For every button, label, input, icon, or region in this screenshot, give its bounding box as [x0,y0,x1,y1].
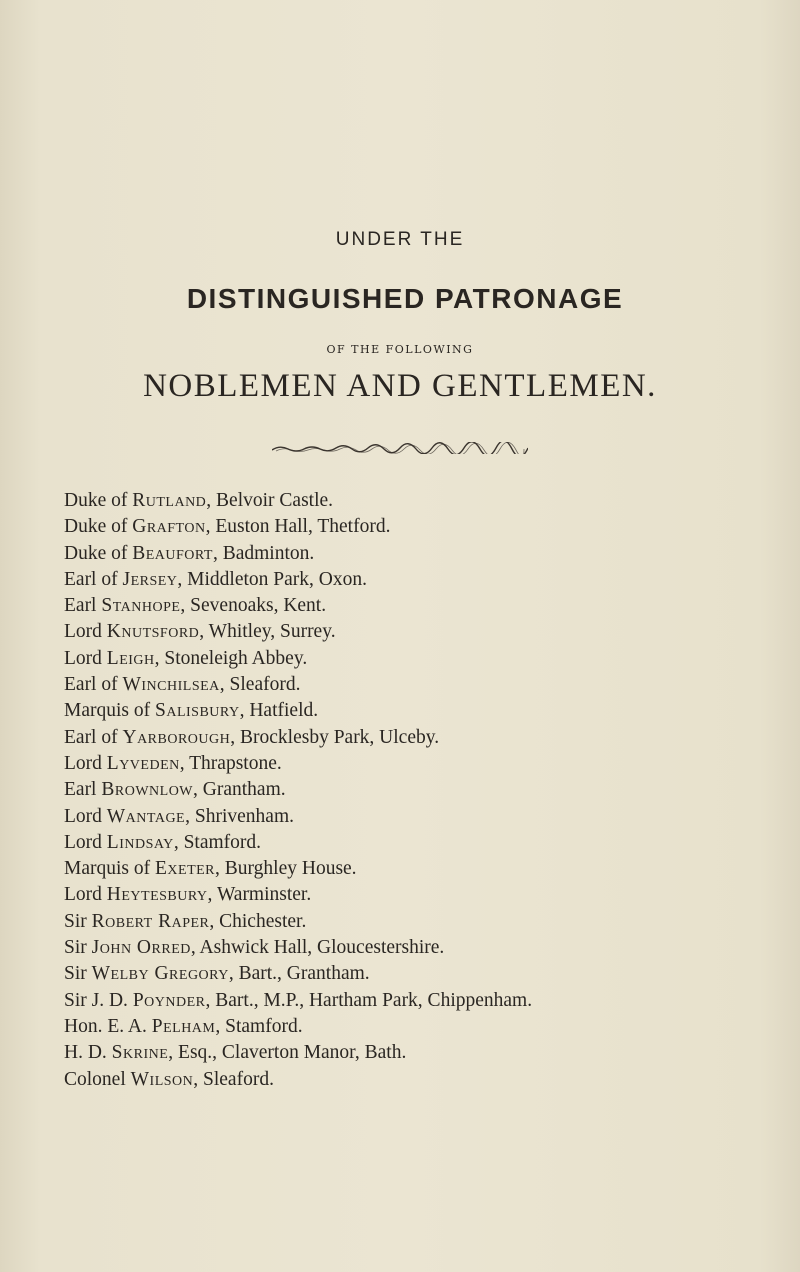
patron-name: Exeter [155,858,216,880]
patron-item [64,619,532,645]
patron-list [64,488,532,1093]
patron-item [64,777,532,803]
patron-prefix: Earl of [64,568,123,590]
patron-suffix: , Brocklesby Park, Ulceby. [230,726,440,748]
patron-suffix: , Sevenoaks, Kent. [180,595,327,617]
patron-item [64,856,532,882]
distinguished-patronage-heading: DISTINGUISHED PATRONAGE [186,283,624,314]
patron-prefix: Sir [64,937,92,959]
patron-prefix: Sir [64,963,92,985]
patron-item [64,514,532,540]
patron-name: Wilson [130,1068,194,1090]
patron-prefix: Lord [64,647,107,669]
patron-item [64,935,532,961]
patron-name: John Orred [91,937,191,959]
patron-name: Lyveden [106,752,180,774]
patron-prefix: Earl of [64,674,123,696]
patron-prefix: Hon. E. A. [64,1015,152,1037]
patron-suffix: , Shrivenham. [185,805,294,827]
under-the-heading: UNDER THE [335,229,465,250]
patron-name: Wantage [106,805,186,827]
patron-suffix: , Euston Hall, Thetford. [205,516,391,538]
patron-suffix: , Chichester. [209,910,307,932]
patron-prefix: H. D. [64,1042,112,1064]
patron-name: Knutsford [106,621,200,643]
patron-prefix: Sir J. D. [64,989,133,1011]
patron-prefix: Lord [64,752,107,774]
patron-name: Welby Gregory [91,963,229,985]
patron-suffix: , Esq., Claverton Manor, Bath. [168,1042,407,1064]
patron-prefix: Earl [64,779,102,801]
patron-item [64,882,532,908]
patron-prefix: Sir [64,910,92,932]
patron-item [64,961,532,987]
patron-item [64,988,532,1014]
patron-item [64,1067,532,1093]
patron-suffix: , Middleton Park, Oxon. [177,568,367,590]
wavy-rule-ornament [272,442,528,454]
patron-item [64,593,532,619]
patron-prefix: Marquis of [64,858,155,880]
patron-prefix: Lord [64,805,107,827]
patron-suffix: , Stamford. [215,1015,303,1037]
patron-name: Stanhope [101,595,181,617]
patron-suffix: , Stamford. [173,831,262,853]
patron-prefix: Lord [64,884,107,906]
patron-item [64,698,532,724]
patron-item [64,541,532,567]
patron-item [64,1014,532,1040]
patron-item [64,804,532,830]
patron-item [64,751,532,777]
patron-item [64,488,532,514]
patron-name: Pelham [151,1015,216,1037]
patron-suffix: , Grantham. [193,779,286,801]
patron-item [64,567,532,593]
patron-suffix: , Thrapstone. [179,752,282,774]
patron-name: Brownlow [101,779,194,801]
patron-prefix: Lord [64,621,107,643]
patron-item [64,646,532,672]
patron-suffix: , Burghley House. [215,858,357,880]
patron-suffix: , Belvoir Castle. [206,490,334,511]
patron-item [64,909,532,935]
patron-item [64,1040,532,1066]
patron-item [64,725,532,751]
patron-prefix: Lord [64,831,107,853]
patron-item [64,830,532,856]
patron-prefix: Duke of [64,516,133,538]
patron-name: Leigh [106,647,155,669]
patron-prefix: Earl [64,595,102,617]
patron-name: Jersey [122,568,178,590]
patron-suffix: , Sleaford. [193,1068,274,1090]
patron-prefix: Duke of [64,542,133,564]
patron-name: Salisbury [155,700,240,722]
patron-prefix: Marquis of [64,700,155,722]
patron-item [64,672,532,698]
patron-suffix: , Sleaford. [219,674,301,696]
patron-name: Poynder [132,989,206,1011]
patron-prefix: Duke of [64,490,133,511]
of-the-following-heading: OF THE FOLLOWING [326,343,474,356]
patron-suffix: , Warminster. [207,884,312,906]
patron-suffix: , Stoneleigh Abbey. [154,647,308,669]
patron-suffix: , Bart., M.P., Hartham Park, Chippenham. [205,989,533,1011]
patron-suffix: , Ashwick Hall, Gloucestershire. [190,937,445,959]
patron-prefix: Colonel [64,1068,131,1090]
patron-name: Robert Raper [91,910,210,932]
patron-prefix: Earl of [64,726,123,748]
patron-name: Rutland [132,490,207,511]
patron-name: Yarborough [122,726,231,748]
patron-suffix: , Badminton. [212,542,315,564]
patron-name: Heytesbury [106,884,208,906]
patron-name: Skrine [111,1042,169,1064]
patron-suffix: , Bart., Grantham. [228,963,370,985]
patron-suffix: , Whitley, Surrey. [199,621,336,643]
patron-name: Grafton [132,516,206,538]
patron-name: Lindsay [106,831,174,853]
patron-suffix: , Hatfield. [239,700,319,722]
patron-name: Winchilsea [122,674,220,696]
noblemen-and-gentlemen-heading: NOBLEMEN AND GENTLEMEN. [143,368,657,404]
patron-name: Beaufort [132,542,213,564]
